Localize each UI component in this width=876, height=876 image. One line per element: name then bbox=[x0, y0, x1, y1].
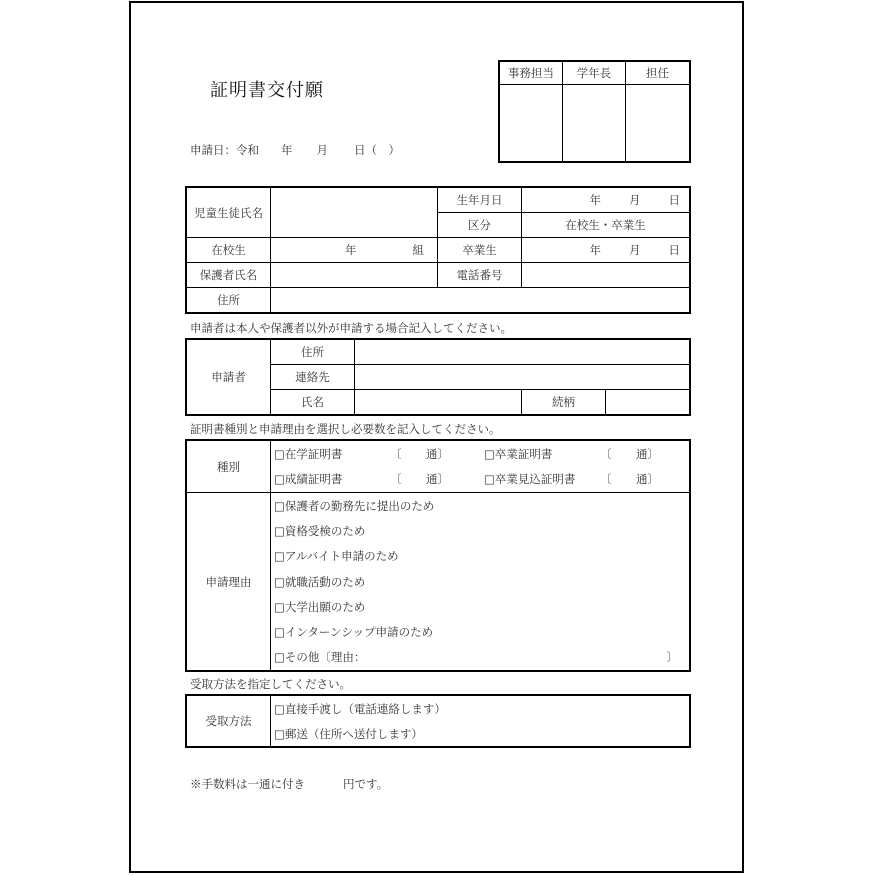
reason-option-other[interactable]: □その他〔理由： 〕 bbox=[274, 650, 678, 665]
relation-label: 続柄 bbox=[522, 390, 606, 415]
applicant-contact-label: 連絡先 bbox=[271, 365, 355, 390]
category-label: 区分 bbox=[438, 213, 522, 238]
reason-option-part-time-job[interactable]: □アルバイト申請のため bbox=[274, 549, 399, 564]
count-grades-cert[interactable]: 通〕 bbox=[426, 472, 449, 486]
guardian-name-label: 保護者氏名 bbox=[187, 263, 271, 288]
receipt-option-mail[interactable]: □郵送（住所へ送付します） bbox=[274, 726, 423, 741]
stamp-header-clerk: 事務担当 bbox=[500, 62, 563, 85]
reason-option-job-hunting[interactable]: □就職活動のため bbox=[274, 574, 366, 589]
birthdate-label: 生年月日 bbox=[438, 188, 522, 213]
birthdate-field[interactable]: 年 月 日 bbox=[522, 188, 690, 213]
reason-option-guardian-employer[interactable]: □保護者の勤務先に提出のため bbox=[274, 498, 435, 513]
count-enrollment-cert[interactable]: 通〕 bbox=[426, 447, 449, 461]
applicant-contact-field[interactable] bbox=[355, 365, 690, 390]
student-info-table bbox=[186, 187, 690, 313]
checkbox-graduation-cert[interactable]: □卒業証明書 bbox=[484, 447, 553, 461]
phone-field[interactable] bbox=[522, 263, 690, 288]
application-date-label: 申請日：令和 年 月 日（ ） bbox=[190, 143, 400, 157]
reason-option-qualification-exam[interactable]: □資格受検のため bbox=[274, 523, 366, 538]
certificate-table bbox=[186, 440, 690, 671]
certificate-note: 証明書種別と申請理由を選択し必要数を記入してください。 bbox=[190, 422, 501, 436]
approval-stamp-box bbox=[499, 61, 690, 162]
phone-label: 電話番号 bbox=[438, 263, 522, 288]
stamp-header-homeroom: 担任 bbox=[626, 62, 690, 85]
stamp-cell-homeroom[interactable] bbox=[626, 85, 690, 162]
reason-option-internship[interactable]: □インターンシップ申請のため bbox=[274, 625, 434, 640]
applicant-label: 申請者 bbox=[187, 340, 271, 415]
document-title: 証明書交付願 bbox=[210, 80, 324, 101]
address-label: 住所 bbox=[187, 288, 271, 313]
applicant-note: 申請者は本人や保護者以外が申請する場合記入してください。 bbox=[190, 321, 512, 335]
applicant-name-field[interactable] bbox=[355, 390, 522, 415]
certificate-type-options: □在学証明書 〔 通〕 □卒業証明書 〔 通〕 □成績証明書 〔 通〕 □卒業見込証明書 〔 通〕 bbox=[271, 441, 690, 493]
checkbox-grades-cert[interactable]: □成績証明書 bbox=[274, 472, 343, 486]
certificate-type-label: 種別 bbox=[187, 441, 271, 493]
enrolled-label: 在校生 bbox=[187, 238, 271, 263]
category-field[interactable]: 在校生・卒業生 bbox=[522, 213, 690, 238]
count-expected-graduation-cert[interactable]: 通〕 bbox=[636, 472, 659, 486]
stamp-cell-clerk[interactable] bbox=[500, 85, 563, 162]
graduate-label: 卒業生 bbox=[438, 238, 522, 263]
receipt-table bbox=[186, 695, 690, 747]
reason-option-university-application[interactable]: □大学出願のため bbox=[274, 599, 366, 614]
enrolled-field[interactable]: 年 組 bbox=[271, 238, 438, 263]
stamp-cell-grade-head[interactable] bbox=[563, 85, 626, 162]
stamp-header-grade-head: 学年長 bbox=[563, 62, 626, 85]
address-field[interactable] bbox=[271, 288, 690, 313]
graduate-field[interactable]: 年 月 日 bbox=[522, 238, 690, 263]
fee-note: ※手数料は一通に付き 円です。 bbox=[190, 777, 389, 791]
checkbox-enrollment-cert[interactable]: □在学証明書 bbox=[274, 447, 343, 461]
receipt-method-options bbox=[271, 696, 690, 747]
reason-options bbox=[271, 493, 690, 671]
applicant-address-field[interactable] bbox=[355, 340, 690, 365]
receipt-option-hand-delivery[interactable]: □直接手渡し（電話連絡します） bbox=[274, 701, 446, 716]
applicant-name-label: 氏名 bbox=[271, 390, 355, 415]
reason-label: 申請理由 bbox=[187, 493, 271, 671]
student-name-field[interactable] bbox=[271, 188, 438, 238]
student-name-label: 児童生徒氏名 bbox=[187, 188, 271, 238]
receipt-method-label: 受取方法 bbox=[187, 696, 271, 747]
checkbox-expected-graduation-cert[interactable]: □卒業見込証明書 bbox=[484, 472, 576, 486]
receipt-note: 受取方法を指定してください。 bbox=[190, 677, 351, 691]
applicant-table bbox=[186, 339, 690, 415]
relation-field[interactable] bbox=[606, 390, 690, 415]
guardian-name-field[interactable] bbox=[271, 263, 438, 288]
applicant-address-label: 住所 bbox=[271, 340, 355, 365]
count-graduation-cert[interactable]: 通〕 bbox=[636, 447, 659, 461]
